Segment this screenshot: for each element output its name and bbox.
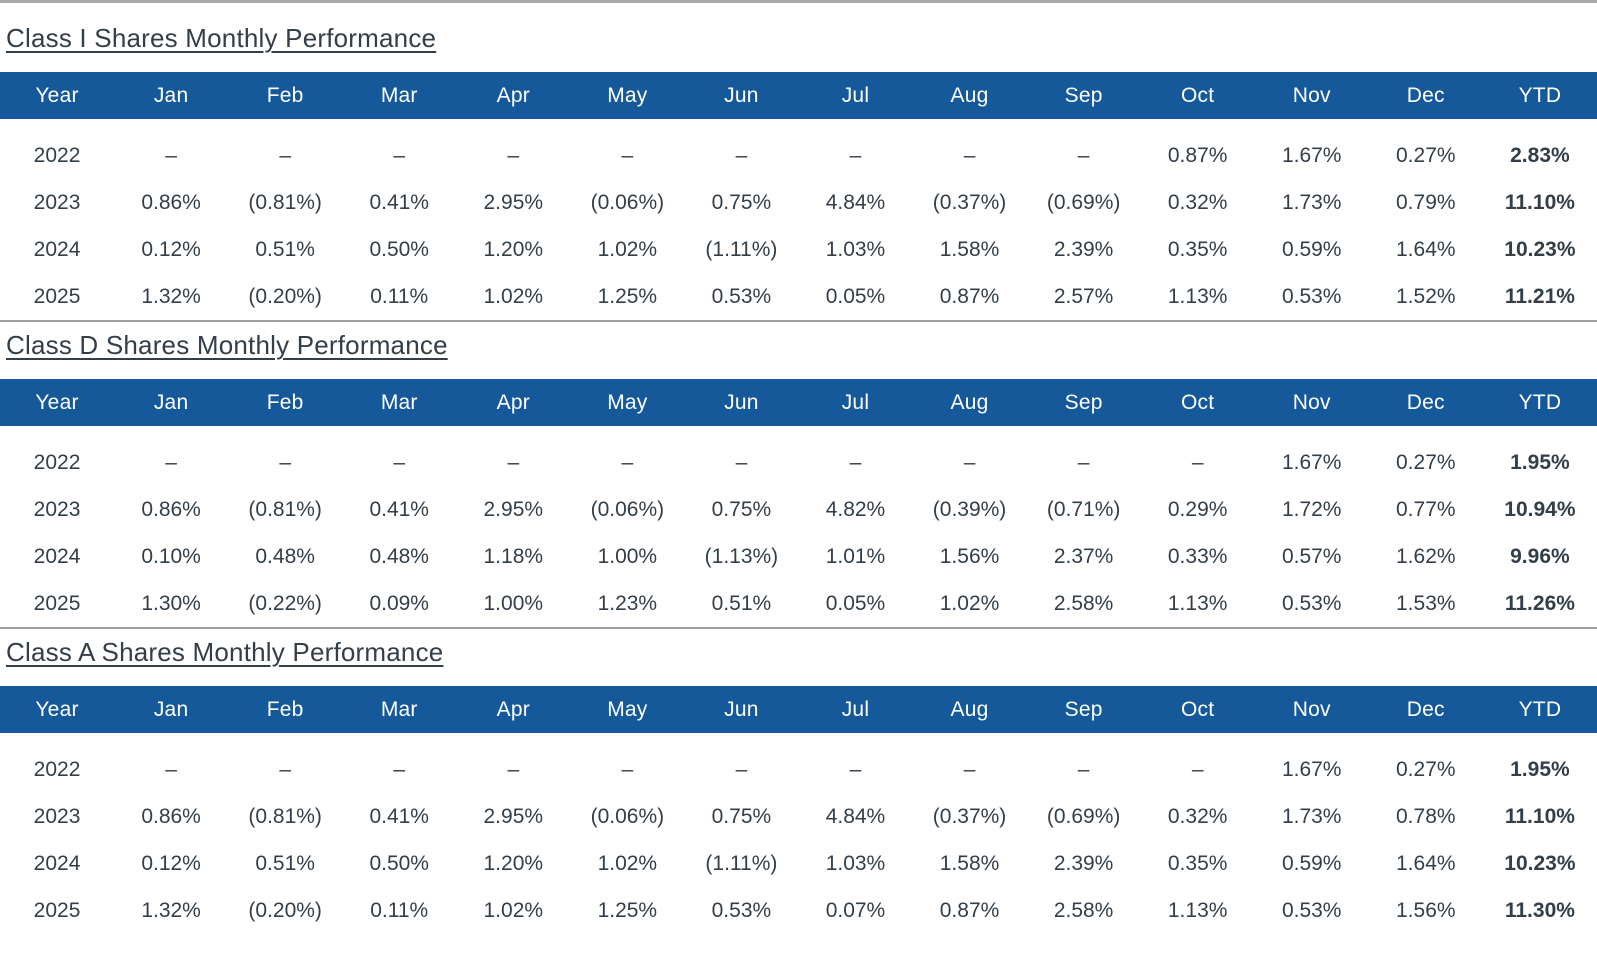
value-cell-jan: – (165, 450, 177, 474)
value-cell-mar: 0.50% (369, 237, 429, 261)
header-row (0, 379, 1597, 426)
value-cell-nov: 0.53% (1281, 284, 1342, 308)
value-cell-jul: 0.05% (825, 591, 886, 615)
value-cell-jun: (1.11%) (705, 237, 778, 261)
year-cell: 2025 (33, 284, 81, 308)
column-header-sep: Sep (1027, 379, 1141, 426)
column-header-jun: Jun (684, 72, 798, 119)
value-cell-apr: 2.95% (483, 804, 544, 828)
value-cell-feb: 0.48% (255, 544, 315, 568)
value-cell-dec: 0.79% (1396, 190, 1456, 214)
value-cell-jan: 0.12% (141, 237, 201, 261)
class-d-table-title: Class D Shares Monthly Performance (6, 330, 448, 360)
value-cell-jun: – (735, 450, 748, 474)
value-cell-jun: – (735, 757, 748, 781)
value-cell-aug: 1.02% (939, 591, 1000, 615)
value-cell-may: (0.06%) (590, 497, 665, 521)
value-cell-may: 1.23% (597, 591, 658, 615)
value-cell-dec: 0.27% (1396, 450, 1456, 474)
column-header-sep: Sep (1027, 72, 1141, 119)
column-header-feb: Feb (228, 72, 342, 119)
value-cell-mar: – (393, 143, 406, 167)
table-row-2024 (0, 226, 1597, 273)
value-cell-may: – (621, 143, 634, 167)
value-cell-jan: 0.86% (141, 190, 201, 214)
table-row-2025 (0, 887, 1597, 934)
column-header-dec: Dec (1369, 686, 1483, 733)
class-i-performance-section (0, 23, 1597, 322)
value-cell-may: 1.25% (597, 898, 658, 922)
column-header-jan: Jan (114, 379, 228, 426)
value-cell-feb: – (279, 450, 291, 474)
value-cell-nov: 1.72% (1281, 497, 1342, 521)
value-cell-aug: – (963, 450, 976, 474)
column-header-jul: Jul (798, 379, 912, 426)
value-cell-oct: 1.13% (1167, 898, 1228, 922)
year-cell: 2022 (33, 143, 81, 167)
value-cell-aug: (0.37%) (932, 190, 1007, 214)
value-cell-apr: 1.18% (483, 544, 544, 568)
value-cell-jun: 0.51% (711, 591, 772, 615)
value-cell-jan: 1.32% (141, 898, 201, 922)
value-cell-mar: 0.11% (370, 898, 429, 922)
column-header-ytd: YTD (1483, 379, 1597, 426)
column-header-mar: Mar (342, 379, 456, 426)
value-cell-jun: 0.53% (711, 284, 772, 308)
value-cell-aug: 1.56% (939, 544, 1000, 568)
value-cell-oct: 0.29% (1167, 497, 1228, 521)
value-cell-oct: 0.32% (1167, 804, 1228, 828)
value-cell-sep: 2.37% (1053, 544, 1114, 568)
ytd-cell: 11.30% (1504, 898, 1575, 922)
ytd-cell: 10.23% (1504, 851, 1576, 875)
table-row-2025 (0, 580, 1597, 628)
header-row (0, 686, 1597, 733)
value-cell-jul: 4.84% (825, 804, 886, 828)
value-cell-apr: 1.00% (483, 591, 544, 615)
value-cell-feb: 0.51% (255, 237, 315, 261)
value-cell-oct: 1.13% (1167, 591, 1228, 615)
value-cell-feb: (0.20%) (248, 898, 322, 922)
ytd-cell: 1.95% (1510, 450, 1570, 474)
column-header-jun: Jun (684, 379, 798, 426)
year-cell: 2023 (33, 497, 81, 521)
column-header-oct: Oct (1141, 72, 1255, 119)
value-cell-aug: 0.87% (939, 284, 1000, 308)
class-a-performance-section (0, 637, 1597, 934)
value-cell-oct: 1.13% (1167, 284, 1228, 308)
value-cell-apr: – (507, 143, 520, 167)
value-cell-nov: 1.73% (1281, 190, 1342, 214)
value-cell-dec: 1.62% (1396, 544, 1456, 568)
ytd-cell: 11.10% (1504, 804, 1575, 828)
value-cell-aug: (0.37%) (932, 804, 1007, 828)
value-cell-oct: 0.33% (1167, 544, 1228, 568)
ytd-cell: 11.21% (1504, 284, 1575, 308)
column-header-ytd: YTD (1483, 686, 1597, 733)
value-cell-feb: – (279, 757, 291, 781)
value-cell-jun: – (735, 143, 748, 167)
value-cell-nov: 1.67% (1281, 757, 1342, 781)
column-header-jun: Jun (684, 686, 798, 733)
value-cell-jun: 0.75% (711, 190, 772, 214)
year-cell: 2022 (33, 450, 81, 474)
value-cell-nov: 0.53% (1281, 591, 1342, 615)
value-cell-aug: – (963, 757, 976, 781)
performance-table (0, 686, 1597, 934)
column-header-ytd: YTD (1483, 72, 1597, 119)
year-cell: 2025 (33, 898, 81, 922)
value-cell-mar: 0.09% (369, 591, 429, 615)
year-cell: 2023 (33, 804, 81, 828)
value-cell-apr: – (507, 450, 520, 474)
value-cell-sep: 2.58% (1053, 898, 1114, 922)
table-row-2023 (0, 486, 1597, 533)
table-row-2025 (0, 273, 1597, 321)
value-cell-nov: 0.59% (1281, 851, 1342, 875)
table-row-2023 (0, 793, 1597, 840)
value-cell-jul: 4.84% (825, 190, 886, 214)
value-cell-sep: 2.39% (1053, 851, 1114, 875)
year-cell: 2022 (33, 757, 81, 781)
ytd-cell: 1.95% (1510, 757, 1570, 781)
column-header-feb: Feb (228, 379, 342, 426)
class-i-table-title: Class I Shares Monthly Performance (6, 23, 437, 53)
column-header-aug: Aug (913, 686, 1027, 733)
value-cell-sep: (0.71%) (1046, 497, 1121, 521)
value-cell-feb: (0.20%) (248, 284, 322, 308)
column-header-feb: Feb (228, 686, 342, 733)
value-cell-jan: 0.12% (141, 851, 201, 875)
value-cell-sep: (0.69%) (1046, 804, 1121, 828)
column-header-year: Year (0, 72, 114, 119)
value-cell-jan: – (165, 143, 177, 167)
value-cell-may: – (621, 450, 634, 474)
column-header-aug: Aug (913, 72, 1027, 119)
column-header-dec: Dec (1369, 379, 1483, 426)
value-cell-jun: (1.11%) (705, 851, 778, 875)
column-header-jan: Jan (114, 686, 228, 733)
value-cell-may: (0.06%) (590, 190, 665, 214)
column-header-nov: Nov (1255, 379, 1369, 426)
value-cell-apr: 1.20% (483, 237, 544, 261)
column-header-apr: Apr (456, 72, 570, 119)
value-cell-mar: 0.50% (369, 851, 429, 875)
value-cell-dec: 1.52% (1396, 284, 1456, 308)
value-cell-feb: – (279, 143, 291, 167)
class-a-table-title: Class A Shares Monthly Performance (6, 637, 444, 667)
value-cell-dec: 1.64% (1396, 851, 1456, 875)
value-cell-jun: 0.53% (711, 898, 772, 922)
value-cell-mar: 0.41% (369, 804, 429, 828)
value-cell-mar: – (393, 450, 406, 474)
value-cell-apr: 2.95% (483, 497, 544, 521)
table-row-2023 (0, 179, 1597, 226)
value-cell-jun: 0.75% (711, 804, 772, 828)
value-cell-aug: (0.39%) (932, 497, 1007, 521)
value-cell-dec: 1.53% (1396, 591, 1456, 615)
table-row-2024 (0, 533, 1597, 580)
value-cell-jan: – (165, 757, 177, 781)
value-cell-mar: 0.48% (369, 544, 429, 568)
value-cell-oct: – (1191, 757, 1204, 781)
value-cell-jan: 0.10% (141, 544, 201, 568)
value-cell-nov: 1.67% (1281, 143, 1342, 167)
column-header-mar: Mar (342, 72, 456, 119)
column-header-year: Year (0, 686, 114, 733)
value-cell-mar: 0.41% (369, 190, 429, 214)
value-cell-feb: 0.51% (255, 851, 315, 875)
value-cell-jan: 0.86% (141, 804, 201, 828)
column-header-apr: Apr (456, 686, 570, 733)
value-cell-dec: 0.77% (1396, 497, 1456, 521)
column-header-mar: Mar (342, 686, 456, 733)
column-header-oct: Oct (1141, 379, 1255, 426)
value-cell-mar: – (393, 757, 406, 781)
year-cell: 2025 (33, 591, 81, 615)
class-d-performance-section (0, 330, 1597, 629)
column-header-jul: Jul (798, 686, 912, 733)
value-cell-sep: – (1077, 757, 1090, 781)
value-cell-nov: 0.57% (1281, 544, 1342, 568)
value-cell-oct: 0.35% (1167, 851, 1228, 875)
column-header-sep: Sep (1027, 686, 1141, 733)
table-row-2022 (0, 733, 1597, 793)
value-cell-aug: – (963, 143, 976, 167)
value-cell-feb: (0.81%) (248, 190, 322, 214)
column-header-oct: Oct (1141, 686, 1255, 733)
performance-table (0, 72, 1597, 322)
value-cell-jul: – (849, 757, 862, 781)
year-cell: 2024 (33, 851, 81, 875)
value-cell-dec: 0.27% (1396, 143, 1456, 167)
value-cell-may: 1.02% (597, 237, 658, 261)
column-header-nov: Nov (1255, 686, 1369, 733)
ytd-cell: 10.94% (1504, 497, 1576, 521)
column-header-aug: Aug (913, 379, 1027, 426)
value-cell-nov: 1.67% (1281, 450, 1342, 474)
value-cell-sep: 2.57% (1053, 284, 1114, 308)
column-header-may: May (570, 72, 684, 119)
ytd-cell: 11.26% (1504, 591, 1575, 615)
column-header-year: Year (0, 379, 114, 426)
value-cell-may: 1.02% (597, 851, 658, 875)
column-header-jul: Jul (798, 72, 912, 119)
value-cell-may: – (621, 757, 634, 781)
ytd-cell: 11.10% (1504, 190, 1575, 214)
value-cell-jul: 1.03% (825, 237, 886, 261)
value-cell-dec: 0.27% (1396, 757, 1456, 781)
value-cell-mar: 0.11% (370, 284, 429, 308)
value-cell-feb: (0.22%) (248, 591, 322, 615)
value-cell-aug: 0.87% (939, 898, 1000, 922)
table-row-2022 (0, 119, 1597, 179)
table-row-2024 (0, 840, 1597, 887)
column-header-jan: Jan (114, 72, 228, 119)
value-cell-feb: (0.81%) (248, 804, 322, 828)
value-cell-jul: 0.07% (825, 898, 886, 922)
value-cell-jul: 1.03% (825, 851, 886, 875)
value-cell-mar: 0.41% (369, 497, 429, 521)
value-cell-feb: (0.81%) (248, 497, 322, 521)
value-cell-nov: 0.59% (1281, 237, 1342, 261)
value-cell-nov: 0.53% (1281, 898, 1342, 922)
value-cell-jun: (1.13%) (704, 544, 779, 568)
header-row (0, 72, 1597, 119)
column-header-nov: Nov (1255, 72, 1369, 119)
value-cell-jul: – (849, 450, 862, 474)
value-cell-dec: 1.64% (1396, 237, 1456, 261)
value-cell-oct: 0.35% (1167, 237, 1228, 261)
value-cell-may: 1.25% (597, 284, 658, 308)
value-cell-jul: 1.01% (825, 544, 886, 568)
value-cell-jul: 4.82% (825, 497, 886, 521)
value-cell-sep: – (1077, 450, 1090, 474)
ytd-cell: 10.23% (1504, 237, 1576, 261)
column-header-dec: Dec (1369, 72, 1483, 119)
ytd-cell: 2.83% (1510, 143, 1570, 167)
value-cell-dec: 0.78% (1396, 804, 1456, 828)
value-cell-apr: – (507, 757, 520, 781)
value-cell-jan: 1.32% (141, 284, 201, 308)
year-cell: 2023 (33, 190, 81, 214)
column-header-may: May (570, 379, 684, 426)
value-cell-jan: 0.86% (141, 497, 201, 521)
column-header-apr: Apr (456, 379, 570, 426)
class-a-table-container (0, 686, 1597, 934)
value-cell-sep: 2.58% (1053, 591, 1114, 615)
value-cell-oct: – (1191, 450, 1204, 474)
value-cell-oct: 0.87% (1167, 143, 1228, 167)
column-header-may: May (570, 686, 684, 733)
value-cell-apr: 1.02% (483, 898, 544, 922)
year-cell: 2024 (33, 544, 81, 568)
value-cell-may: 1.00% (597, 544, 658, 568)
value-cell-aug: 1.58% (939, 237, 1000, 261)
value-cell-jul: 0.05% (825, 284, 886, 308)
year-cell: 2024 (33, 237, 81, 261)
value-cell-may: (0.06%) (590, 804, 665, 828)
value-cell-oct: 0.32% (1167, 190, 1228, 214)
value-cell-jul: – (849, 143, 862, 167)
value-cell-sep: (0.69%) (1046, 190, 1121, 214)
value-cell-sep: 2.39% (1053, 237, 1114, 261)
table-row-2022 (0, 426, 1597, 486)
ytd-cell: 9.96% (1510, 544, 1570, 568)
class-i-table-container (0, 72, 1597, 322)
value-cell-nov: 1.73% (1281, 804, 1342, 828)
value-cell-apr: 1.02% (483, 284, 544, 308)
value-cell-aug: 1.58% (939, 851, 1000, 875)
value-cell-sep: – (1077, 143, 1090, 167)
value-cell-dec: 1.56% (1396, 898, 1456, 922)
value-cell-apr: 2.95% (483, 190, 544, 214)
value-cell-jan: 1.30% (141, 591, 201, 615)
value-cell-jun: 0.75% (711, 497, 772, 521)
class-d-table-container (0, 379, 1597, 629)
performance-table (0, 379, 1597, 629)
value-cell-apr: 1.20% (483, 851, 544, 875)
